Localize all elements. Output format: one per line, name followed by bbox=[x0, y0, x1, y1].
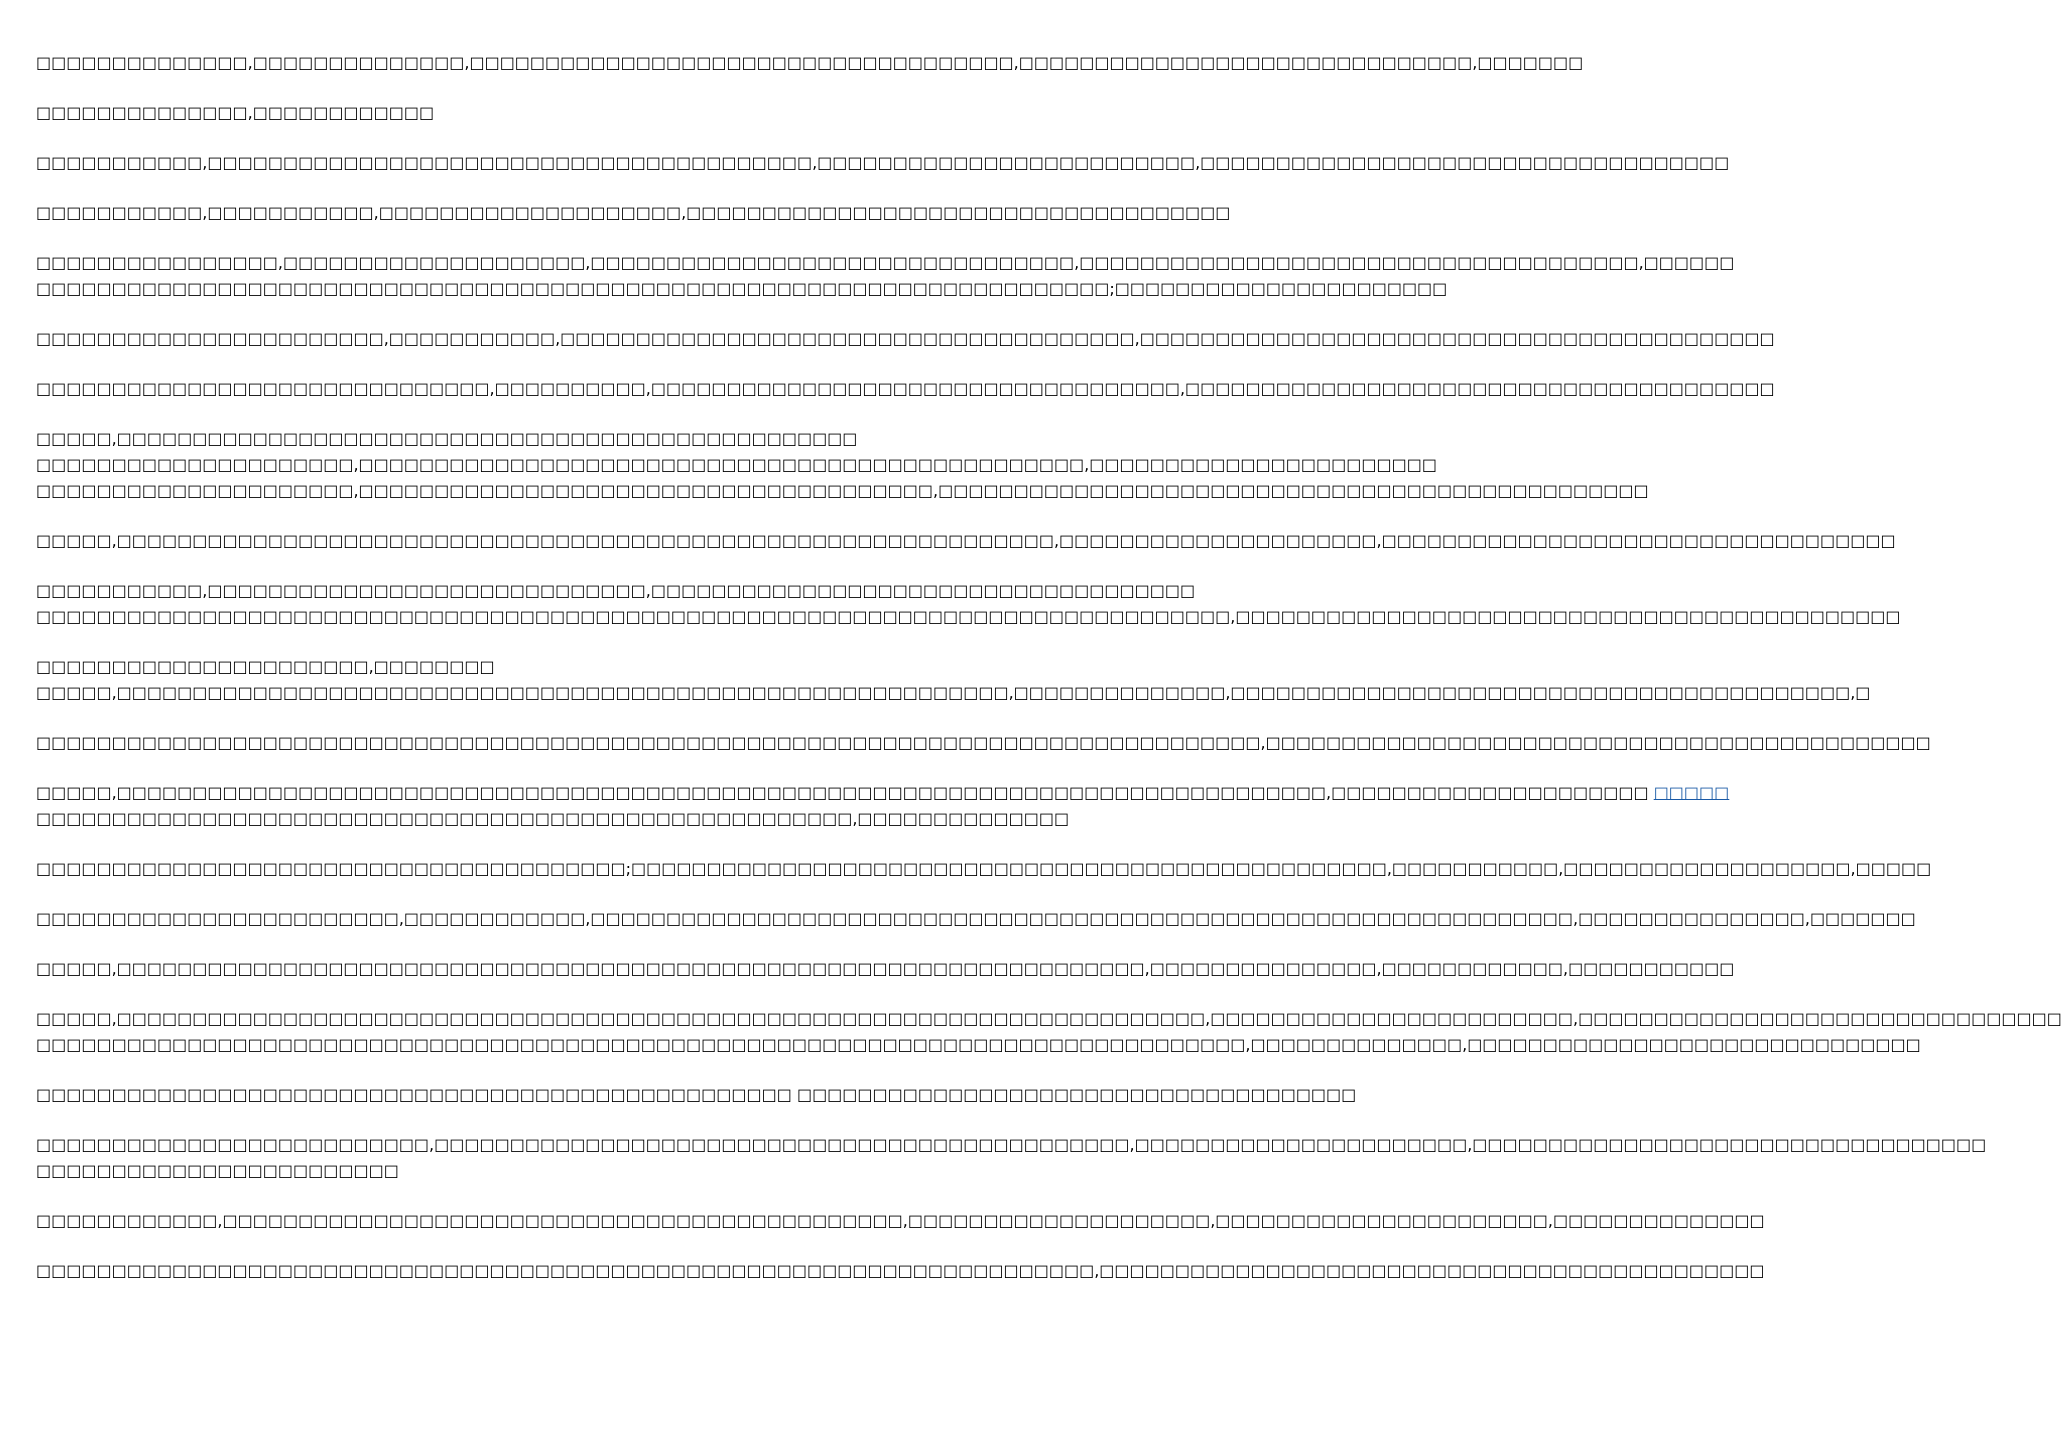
line-text: □□□□□□□□□□□□□□,□□□□□□□□□□□□□□,□□□□□□□□□□□□□□□□□□□□□□□□□□□□□□□□□□□□,□□□□□□□□□□□□□□□□□□□□□□□□□□□□□□,□□□□□□□ bbox=[36, 53, 1584, 72]
paragraph bbox=[36, 906, 1916, 932]
text-line bbox=[36, 856, 1932, 882]
text-line bbox=[36, 1258, 1765, 1284]
text-line bbox=[36, 100, 990, 126]
text-line bbox=[36, 1158, 990, 1184]
text-line bbox=[36, 452, 1437, 478]
paragraph bbox=[36, 654, 1871, 706]
line-text: □□□□□□□□□□□□□□□□□□□□□□□□□□□□□□□□□□□□□□□;□□□□□□□□□□□□□□□□□□□□□□□□□□□□□□□□□□□□□□□□□□□□□□□□□□,□□□□□□□□□□□,□□□□□□□□□□□□□□□□□□□,□□□□□ bbox=[36, 859, 1932, 878]
line-text: □□□□□,□□□□□□□□□□□□□□□□□□□□□□□□□□□□□□□□□□□□□□□□□□□□□□□□□□□□□□□□□□□□□□□□□□□□□□□□,□□□□□□□□□□□□□□□□□□□□□□□□,□□□□□□□□□□□□□□□□□□□□□□□□□□□□□□□□ bbox=[36, 1009, 2062, 1028]
line-text: □□□□□□□□□□□□□□□□□□□□□□□□□□□□□□□□□□□□□□□□□□□□□□□□□□□□□□□□□□□□□□□□□□□□□□□;□□□□□□□□□□□□□□□□□□□□□□ bbox=[36, 279, 1448, 298]
text-line bbox=[36, 326, 1775, 352]
line-text: □□□□□□□□□□□,□□□□□□□□□□□□□□□□□□□□□□□□□□□□□□□□□□□□□□□□,□□□□□□□□□□□□□□□□□□□□□□□□□,□□□□□□□□□□□□□□□□□□□□□□□□□□□□□□□□□□□ bbox=[36, 153, 1730, 172]
paragraph bbox=[36, 376, 1775, 402]
line-text: □□□□□□□□□□□□□□□□□□□□□□□□□□□□□□□□□□□□□□□□□□□□□□□□□□□□□□□□□□□□□□□□□□□□□□□□□□□□□□□,□□□□□□□□□□□□□□□□□□□□□□□□□□□□□□□□□□□□□□□□□□□□ bbox=[36, 607, 1901, 626]
line-text: □□□□□,□□□□□□□□□□□□□□□□□□□□□□□□□□□□□□□□□□□□□□□□□□□□□□□□□□□□□□□□□□□,□□□□□□□□□□□□□□,□□□□□□□□□□□□□□□□□□□□□□□□□□□□□□□□□□□□□□□□□,□ bbox=[36, 683, 1871, 702]
line-text: □□□□□□□□□□□□□□□□□□□□□□□,□□□□□□□□□□□,□□□□□□□□□□□□□□□□□□□□□□□□□□□□□□□□□□□□□□,□□□□□□□□□□□□□□□□□□□□□□□□□□□□□□□□□□□□□□□□□□ bbox=[36, 329, 1775, 348]
line-text: □□□□□□□□□□□□□□□□□□□□□□□□□□□□□□□□□□□□□□□□□□□□□□□□□□□□□□□□□□□□□□□□□□□□□□□□□□□□□□□□□,□□□□□□□□□□□□□□□□□□□□□□□□□□□□□□□□□□□□□□□□□□□□ bbox=[36, 733, 1931, 752]
line-text: □□□□□,□□□□□□□□□□□□□□□□□□□□□□□□□□□□□□□□□□□□□□□□□□□□□□□□□□□□□□□□□□□□□□□□□□□□,□□□□□□□□□□□□□□□,□□□□□□□□□□□□,□□□□□□□□□□□ bbox=[36, 959, 1735, 978]
line-text: □□□□□,□□□□□□□□□□□□□□□□□□□□□□□□□□□□□□□□□□□□□□□□□□□□□□□□□□□□□□□□□□□□□□□□□□□□□□□□□□□□□□□□,□□□□□□□□□□□□□□□□□□□□□ bbox=[36, 783, 1654, 802]
paragraph bbox=[36, 426, 1649, 504]
text-line bbox=[36, 1208, 1765, 1234]
paragraph bbox=[36, 250, 1735, 302]
text-line bbox=[36, 528, 1896, 554]
line-text: □□□□□□□□□□□□□□□□□□□□□□□□□□□□□□□□□□□□□□□□□□□□□□□□□□□□□□□□□□□□□□□□□□□□□□□□□□□□□□□□,□□□□□□□□□□□□□□,□□□□□□□□□□□□□□□□□□□□□□□□□□□□□□ bbox=[36, 1035, 1921, 1054]
line-text: □□□□□□□□□□□□□□□□□□□□□□□□□□□□□□□□□□□□□□□□□□□□□□□□□□□□□□,□□□□□□□□□□□□□□ bbox=[36, 809, 1070, 828]
text-line bbox=[36, 604, 1901, 630]
text-line bbox=[36, 376, 1775, 402]
text-line bbox=[36, 478, 1649, 504]
paragraph bbox=[36, 1006, 2062, 1058]
line-text: □□□□□□□□□□□□□□,□□□□□□□□□□□□ bbox=[36, 103, 435, 122]
text-line bbox=[36, 806, 1070, 832]
line-text: □□□□□,□□□□□□□□□□□□□□□□□□□□□□□□□□□□□□□□□□□□□□□□□□□□□□□□□ bbox=[36, 429, 858, 448]
line-text: □□□□□□□□□□□□,□□□□□□□□□□□□□□□□□□□□□□□□□□□□□□□□□□□□□□□□□□□□□,□□□□□□□□□□□□□□□□□□□□,□□□□□□□□□□□□□□□□□□□□□□,□□□□□□□□□□□□□□ bbox=[36, 1211, 1765, 1230]
text-line bbox=[36, 276, 1448, 302]
line-text: □□□□□□□□□□□□□□□□□□□□□□□□□□□□□□□□□□□□□□□□□□□□□□□□□□□□□□□□□□□□□□□□□□□□□□,□□□□□□□□□□□□□□□□□□□□□□□□□□□□□□□□□□□□□□□□□□□□ bbox=[36, 1261, 1765, 1280]
line-text: □□□□□□□□□□□□□□□□□□□□□□□□□□□□□□□□□□□□□□□□□□□□□□□□□□ □□□□□□□□□□□□□□□□□□□□□□□□□□□□□□□□□□□□□ bbox=[36, 1085, 1357, 1104]
line-text: □□□□□□□□□□□□□□□□,□□□□□□□□□□□□□□□□□□□□,□□□□□□□□□□□□□□□□□□□□□□□□□□□□□□□□,□□□□□□□□□□□□□□□□□□□□□□□□□□□□□□□□□□□□□,□□□□□□ bbox=[36, 253, 1735, 272]
text-line bbox=[36, 906, 1916, 932]
text-line bbox=[36, 150, 1730, 176]
paragraph bbox=[36, 730, 1931, 756]
line-text: □□□□□□□□□□□□□□□□□□□□□,□□□□□□□□□□□□□□□□□□□□□□□□□□□□□□□□□□□□□□,□□□□□□□□□□□□□□□□□□□□□□□□□□□□□□□□□□□□□□□□□□□□□□□ bbox=[36, 481, 1649, 500]
line-text: □□□□□□□□□□□□□□□□□□□□□□□□□□□□□□,□□□□□□□□□□,□□□□□□□□□□□□□□□□□□□□□□□□□□□□□□□□□□□,□□□□□□□□□□□□□□□□□□□□□□□□□□□□□□□□□□□□□□□ bbox=[36, 379, 1775, 398]
line-text: □□□□□□□□□□□□□□□□□□□□□□□□□□,□□□□□□□□□□□□□□□□□□□□□□□□□□□□□□□□□□□□□□□□□□□□□□,□□□□□□□□□□□□□□□□□□□□□□,□□□□□□□□□□□□□□□□□□□□□□□□□□□□□□□□□□ bbox=[36, 1135, 1987, 1154]
inline-link[interactable]: □□□□□ bbox=[1653, 783, 1730, 802]
line-text: □□□□□□□□□□□□□□□□□□□□□□□□ bbox=[36, 1161, 399, 1180]
paragraph bbox=[36, 326, 1775, 352]
text-line bbox=[36, 200, 1231, 226]
paragraph bbox=[36, 1258, 1765, 1284]
line-text: □□□□□□□□□□□□□□□□□□□□□□,□□□□□□□□ bbox=[36, 657, 495, 676]
text-line bbox=[36, 654, 990, 680]
paragraph bbox=[36, 1208, 1765, 1234]
text-line bbox=[36, 956, 1735, 982]
line-text: □□□□□,□□□□□□□□□□□□□□□□□□□□□□□□□□□□□□□□□□□□□□□□□□□□□□□□□□□□□□□□□□□□□□,□□□□□□□□□□□□□□□□□□□□□,□□□□□□□□□□□□□□□□□□□□□□□□□□□□□□□□□□ bbox=[36, 531, 1896, 550]
text-line bbox=[36, 730, 1931, 756]
paragraph bbox=[36, 100, 990, 126]
line-text: □□□□□□□□□□□□□□□□□□□□□,□□□□□□□□□□□□□□□□□□□□□□□□□□□□□□□□□□□□□□□□□□□□□□□□,□□□□□□□□□□□□□□□□□□□□□□□ bbox=[36, 455, 1437, 474]
line-text: □□□□□□□□□□□,□□□□□□□□□□□,□□□□□□□□□□□□□□□□□□□□,□□□□□□□□□□□□□□□□□□□□□□□□□□□□□□□□□□□□ bbox=[36, 203, 1231, 222]
text-line bbox=[36, 1132, 1987, 1158]
line-text: □□□□□□□□□□□□□□□□□□□□□□□□,□□□□□□□□□□□□,□□□□□□□□□□□□□□□□□□□□□□□□□□□□□□□□□□□□□□□□□□□□□□□□□□□□□□□□□□□□□□□□□,□□□□□□□□□□□□□□□,□□□□□□□ bbox=[36, 909, 1916, 928]
paragraph bbox=[36, 200, 1231, 226]
document-body bbox=[36, 50, 2062, 1308]
text-line bbox=[36, 1032, 1921, 1058]
paragraph bbox=[36, 780, 1730, 832]
text-line bbox=[36, 1006, 2062, 1032]
paragraph bbox=[36, 150, 1730, 176]
text-line bbox=[36, 426, 990, 452]
text-line bbox=[36, 250, 1735, 276]
paragraph bbox=[36, 578, 1901, 630]
text-line bbox=[36, 680, 1871, 706]
paragraph bbox=[36, 856, 1932, 882]
line-text: □□□□□□□□□□□,□□□□□□□□□□□□□□□□□□□□□□□□□□□□□,□□□□□□□□□□□□□□□□□□□□□□□□□□□□□□□□□□□□ bbox=[36, 581, 1196, 600]
text-line bbox=[36, 578, 1196, 604]
paragraph bbox=[36, 1082, 1357, 1108]
paragraph bbox=[36, 50, 1584, 76]
paragraph bbox=[36, 956, 1735, 982]
text-line bbox=[36, 1082, 1357, 1108]
paragraph bbox=[36, 1132, 1987, 1184]
text-line bbox=[36, 50, 1584, 76]
text-line bbox=[36, 780, 1730, 806]
paragraph bbox=[36, 528, 1896, 554]
